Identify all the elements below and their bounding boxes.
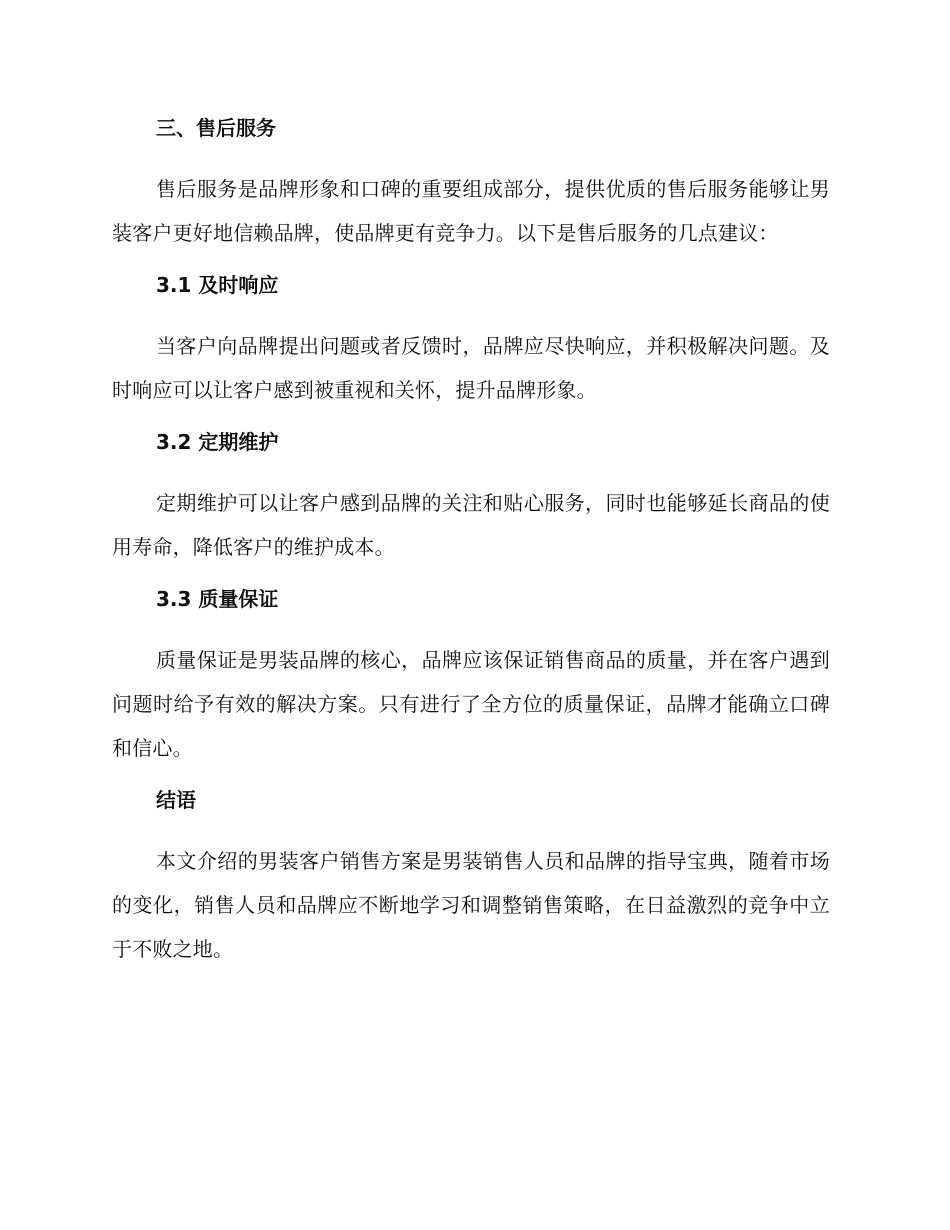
document-content — [112, 112, 830, 971]
section-heading-regular-maintenance: 3.2 定期维护 — [156, 430, 279, 454]
section-paragraph-timely-response: 当客户向品牌提出问题或者反馈时，品牌应尽快响应，并积极解决问题。及时响应可以让客户感到被重视和关怀，提升品牌形象。 — [112, 334, 830, 402]
section-paragraph-quality-assurance: 质量保证是男装品牌的核心，品牌应该保证销售商品的质量，并在客户遇到问题时给予有效的解决方案。只有进行了全方位的质量保证，品牌才能确立口碑和信心。 — [112, 648, 830, 760]
section-paragraph-after-sales: 售后服务是品牌形象和口碑的重要组成部分，提供优质的售后服务能够让男装客户更好地信赖品牌，使品牌更有竞争力。以下是售后服务的几点建议： — [112, 177, 830, 245]
section-heading-quality-assurance: 3.3 质量保证 — [156, 587, 279, 611]
section-heading-timely-response: 3.1 及时响应 — [156, 273, 279, 297]
section-paragraph-conclusion: 本文介绍的男装客户销售方案是男装销售人员和品牌的指导宝典，随着市场的变化，销售人员和品牌应不断地学习和调整销售策略，在日益激烈的竞争中立于不败之地。 — [112, 849, 830, 961]
section-heading-conclusion: 结语 — [156, 788, 196, 812]
section-heading-after-sales: 三、售后服务 — [156, 116, 276, 140]
section-paragraph-regular-maintenance: 定期维护可以让客户感到品牌的关注和贴心服务，同时也能够延长商品的使用寿命，降低客户的维护成本。 — [112, 491, 830, 559]
